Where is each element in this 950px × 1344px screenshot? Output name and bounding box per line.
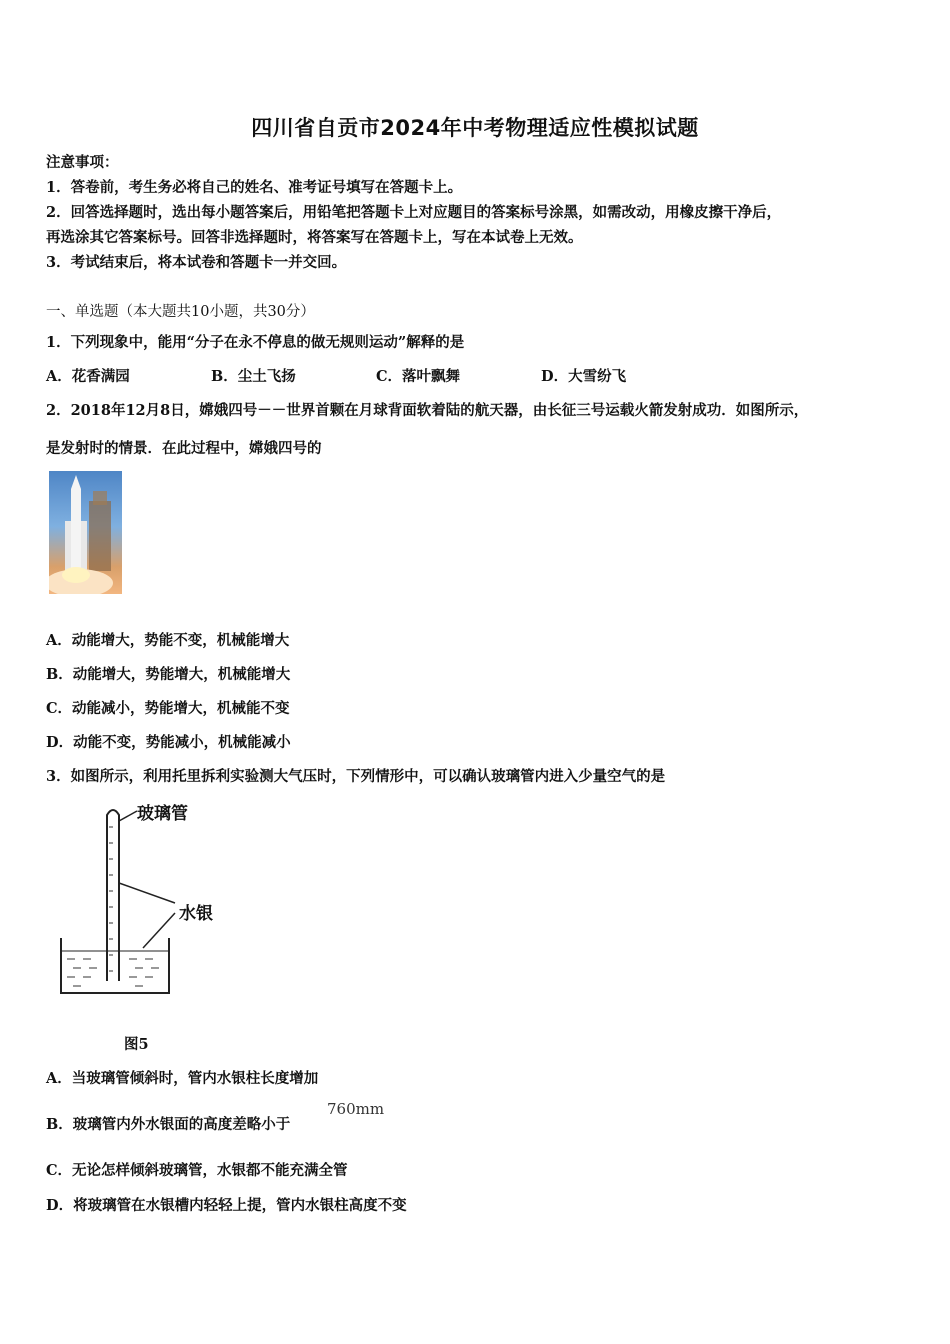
q3-stem: 3．如图所示，利用托里拆利实验测大气压时，下列情形中，可以确认玻璃管内进入少量空气的是 xyxy=(46,768,666,785)
q3-option-a: A．当玻璃管倾斜时，管内水银柱长度增加 xyxy=(46,1070,319,1087)
section-heading: 一、单选题（本大题共10小题，共30分） xyxy=(46,304,315,320)
q3-option-b-value: 760mm xyxy=(327,1100,385,1118)
page-title: 四川省自贡市2024年中考物理适应性模拟试题 xyxy=(251,116,699,140)
label-glass-tube: 玻璃管 xyxy=(137,804,188,824)
q3-option-b: B．玻璃管内外水银面的高度差略小于 xyxy=(46,1116,291,1133)
q1-option-c: C．落叶飘舞 xyxy=(376,368,461,385)
torricelli-figure xyxy=(55,803,235,1008)
rocket-launch-image xyxy=(49,471,122,594)
figure-caption: 图5 xyxy=(124,1036,149,1053)
notice-item: 2．回答选择题时，选出每小题答案后，用铅笔把答题卡上对应题目的答案标号涂黑，如需改动，用橡皮擦干净后， xyxy=(46,204,782,221)
notice-item: 1．答卷前，考生务必将自己的姓名、准考证号填写在答题卡上。 xyxy=(46,179,463,196)
q3-option-c: C．无论怎样倾斜玻璃管，水银都不能充满全管 xyxy=(46,1162,348,1179)
q2-option-a: A．动能增大，势能不变，机械能增大 xyxy=(46,632,290,649)
q2-stem-cont: 是发射时的情景．在此过程中，嫦娥四号的 xyxy=(46,440,322,457)
label-mercury: 水银 xyxy=(179,904,213,924)
q2-option-c: C．动能减小，势能增大，机械能不变 xyxy=(46,700,290,717)
q3-option-d: D．将玻璃管在水银槽内轻轻上提，管内水银柱高度不变 xyxy=(46,1197,407,1214)
notice-item: 3．考试结束后，将本试卷和答题卡一并交回。 xyxy=(46,254,347,271)
q2-stem: 2．2018年12月8日，嫦娥四号－－世界首颗在月球背面软着陆的航天器，由长征三号运载火箭发射成功．如图所示， xyxy=(46,402,809,419)
q1-option-d: D．大雪纷飞 xyxy=(541,368,627,385)
q2-option-b: B．动能增大，势能增大，机械能增大 xyxy=(46,666,291,683)
notice-heading: 注意事项： xyxy=(46,154,119,171)
rocket-launch-illustration xyxy=(49,471,122,594)
notice-item: 再选涂其它答案标号。回答非选择题时，将答案写在答题卡上，写在本试卷上无效。 xyxy=(46,229,583,246)
q2-option-d: D．动能不变，势能减小，机械能减小 xyxy=(46,734,291,751)
q1-option-a: A．花香满园 xyxy=(46,368,130,385)
q1-option-b: B．尘土飞扬 xyxy=(211,368,296,385)
q1-stem: 1．下列现象中，能用“分子在永不停息的做无规则运动”解释的是 xyxy=(46,334,465,351)
